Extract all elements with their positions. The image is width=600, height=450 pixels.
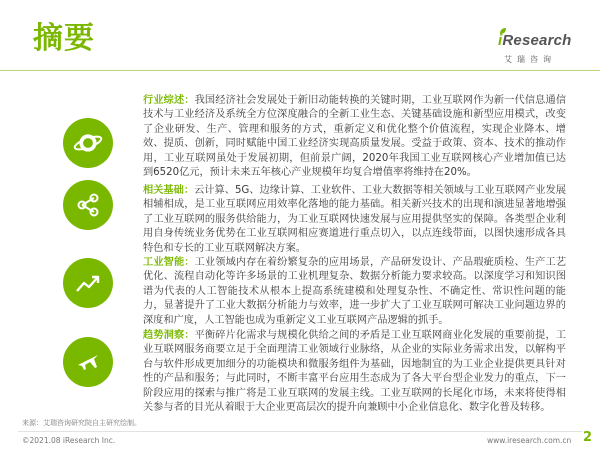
planet-icon xyxy=(72,127,104,159)
section-icon-1 xyxy=(63,118,113,168)
title-divider xyxy=(0,70,600,71)
section-keyword: 相关基础： xyxy=(143,185,195,196)
growth-arrow-icon xyxy=(72,267,104,299)
logo-cn: 艾瑞咨询 xyxy=(504,55,556,64)
footer-copyright: ©2021.08 iResearch Inc. xyxy=(22,436,116,445)
section-text: 我国经济社会发展处于新旧动能转换的关键时期，工业互联网作为新一代信息通信技术与工业经济及系统全方位深度融合的全新工业生态、关键基础设施和新型应用模式，改变了企业研发、生产、管理和服务的方式，重新定义和优化整个价值流程，实现企业降本、增效、提质、创新，同时赋能中国工业经济实现高质量发展。受益于政策、资本、技术的推动作用，工业互联网虽处于发展初期，但前景广阔，2020年我国工业互联网核心产业增加值已达到6520亿元，预计未来五年核心产业规模年均复合增值率将维持在20%。 xyxy=(143,95,567,179)
page-number: 2 xyxy=(583,430,593,445)
section-keyword: 趋势洞察： xyxy=(143,330,195,341)
section-text: 云计算、5G、边缘计算、工业软件、工业大数据等相关领域与工业互联网产业发展相辅相成，是工业互联网应用效率化落地的能力基础。相关新兴技术的出现和演进显著地增强了工业互联网的服务供给能力，为工业互联网快速发展与应用提供坚实的保障。各类型企业利用自身传统业务优势在工业互联网相应赛道进行重点切入，以点连线带面，以图快速形成各具特色和专长的工业互联网解决方案。 xyxy=(143,185,566,254)
logo-prefix: i xyxy=(498,32,503,49)
source-note: 来源：艾瑞咨询研究院自主研究绘制。 xyxy=(22,419,141,427)
section-related-basis xyxy=(143,184,566,256)
section-keyword: 工业智能： xyxy=(143,257,195,268)
section-keyword: 行业综述： xyxy=(143,95,195,106)
section-summary-industry xyxy=(143,94,566,180)
section-icon-3 xyxy=(63,258,113,308)
iresearch-logo xyxy=(498,32,588,72)
section-text: 工业领域内存在着纷繁复杂的应用场景，产品研发设计、产品瑕疵质检、生产工艺优化、流程自动化等许多场景的工业机理复杂、数据分析能力要求较高。以深度学习和知识图谱为代表的人工智能技术从根本上提高系统建模和处理复杂性、不确定性、常识性问题的能力，显著提升了工业大数据分析能力与效率，进一步扩大了工业互联网可解决工业问题边界的深度和广度，人工智能也成为重新定义工业互联网产品逻辑的抓手。 xyxy=(143,257,567,326)
section-icon-4 xyxy=(63,337,113,387)
logo-main: Research xyxy=(502,32,572,49)
section-text: 平衡碎片化需求与规模化供给之间的矛盾是工业互联网商业化发展的重要前提，工业互联网服务商要立足于全面理清工业领域行业脉络，从企业的实际业务需求出发，以解构平台与软件形成更加细分的功能模块和微服务组件为基础，因地制宜的为工业企业提供更具针对性的产品和服务；与此同时，不断丰富平台应用生态成为了各大平台型企业发力的重点，下一阶段应用的探索与推广将是工业互联网的发展主线。工业互联网的长尾化市场，未来将使得相关参与者的目光从着眼于大企业更高层次的提升向兼顾中小企业信息化、数字化普及转移。 xyxy=(143,330,567,414)
page-title: 摘要 xyxy=(33,21,95,56)
airplane-icon xyxy=(72,346,104,378)
section-trend-insight xyxy=(143,329,566,415)
share-icon xyxy=(73,190,103,220)
footer-divider xyxy=(18,431,582,432)
logo-wordmark xyxy=(498,32,572,49)
section-icon-2 xyxy=(63,180,113,230)
footer-website[interactable]: www.iresearch.com.cn xyxy=(487,436,572,445)
section-industrial-intelligence xyxy=(143,256,566,328)
